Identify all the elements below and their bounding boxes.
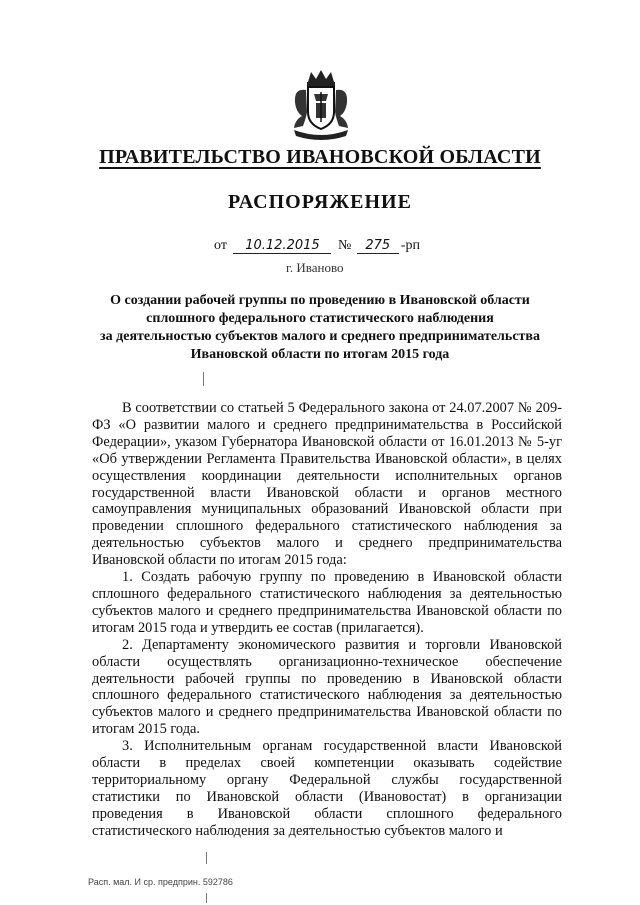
clause-3-paragraph: 3. Исполнительным органам государственной власти Ивановской области в пределах своей компетенции оказывать содействие территориальному органу Федеральной службы государственной статистики по Ивановской области (Ивановостат) в организации проведения в Ивановской области сплошного федерального статистического наблюдения за деятельностью субъектов малого и	[92, 738, 562, 839]
document-date: 10.12.2015	[233, 238, 331, 254]
footer-code: Расп. мал. И ср. предприн. 592786	[88, 877, 233, 887]
subject-line: Ивановской области по итогам 2015 года	[190, 347, 450, 362]
ivanovo-coat-of-arms-icon	[286, 68, 356, 142]
city-name: г. Иваново	[286, 260, 344, 275]
clause-1-paragraph: 1. Создать рабочую группу по проведению в Ивановской области сплошного федерального статистического наблюдения за деятельностью субъектов малого и среднего предпринимательства Ивановской области по итогам 2015 года и утвердить ее состав (прилагается).	[92, 569, 562, 636]
date-label: от	[214, 238, 227, 253]
preamble-paragraph: В соответствии со статьей 5 Федерального закона от 24.07.2007 № 209-ФЗ «О развитии малого и среднего предпринимательства в Российской Федерации», указом Губернатора Ивановской области от 16.01.2013 № 5-уг «Об утверждении Регламента Правительства Ивановской области», в целях осуществления координации деятельности исполнительных органов государственной власти Ивановской области и органов местного самоуправления муниципальных образований Ивановской области при проведении сплошного федерального статистического наблюдения за деятельностью субъектов малого и среднего предпринимательства Ивановской области по итогам 2015 года:	[92, 400, 562, 569]
registration-line	[214, 238, 420, 254]
subject-line: О создании рабочей группы по проведению в Ивановской области	[110, 293, 530, 308]
number-label: №	[337, 238, 352, 253]
document-number: 275	[357, 238, 399, 254]
subject-line: сплошного федерального статистического наблюдения	[146, 311, 494, 326]
document-type: РАСПОРЯЖЕНИЕ	[228, 191, 412, 213]
document-body	[92, 400, 562, 840]
scan-mark	[206, 852, 207, 864]
government-title: ПРАВИТЕЛЬСТВО ИВАНОВСКОЙ ОБЛАСТИ	[99, 146, 541, 168]
number-suffix: -рп	[400, 238, 420, 253]
scan-mark	[206, 893, 207, 903]
scan-mark	[203, 372, 204, 386]
document-subject	[80, 292, 560, 364]
subject-line: за деятельностью субъектов малого и среднего предпринимательства	[100, 329, 540, 344]
clause-2-paragraph: 2. Департаменту экономического развития и торговли Ивановской области осуществлять организационно-техническое обеспечение деятельности рабочей группы по проведению в Ивановской области сплошного федерального статистического наблюдения за деятельностью субъектов малого и среднего предпринимательства Ивановской области по итогам 2015 года.	[92, 636, 562, 738]
